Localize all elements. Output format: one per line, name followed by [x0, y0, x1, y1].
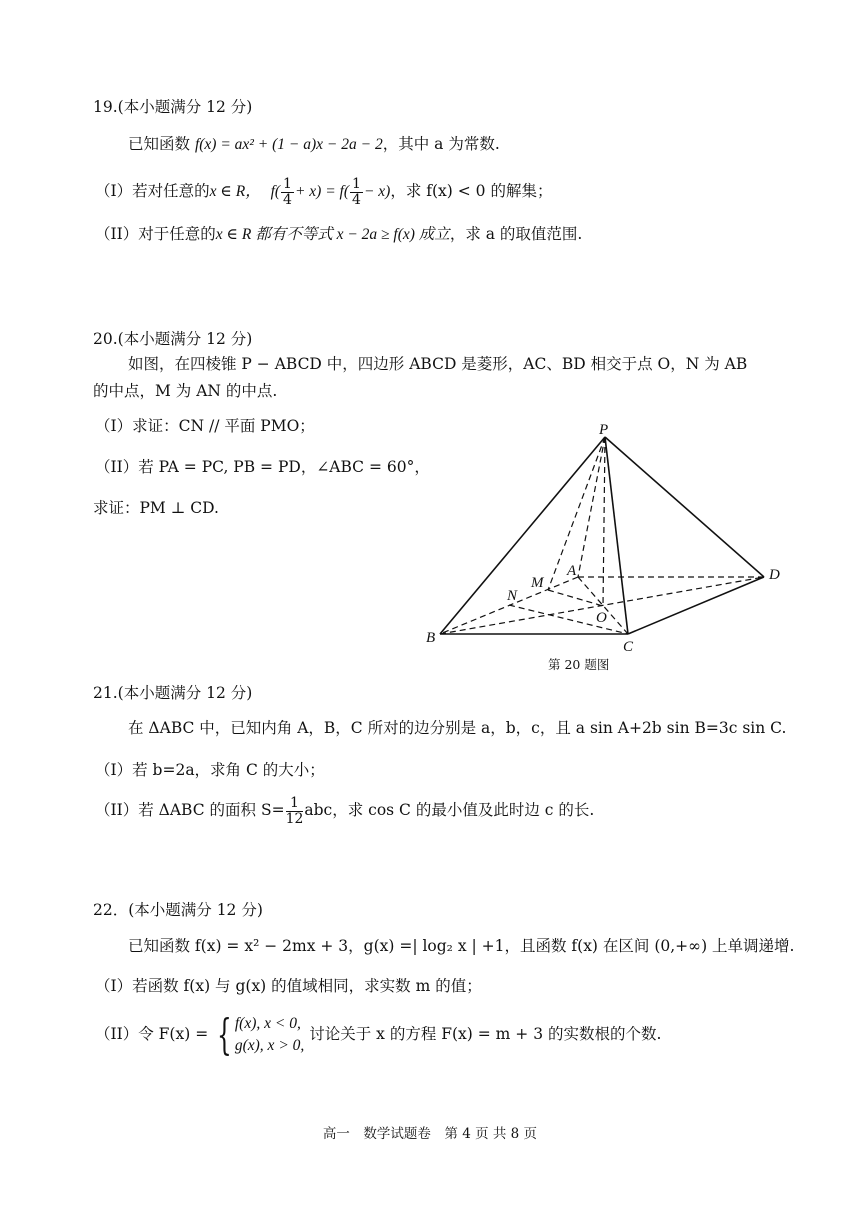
q21-part2-post: abc，求 cos C 的最小值及此时边 c 的长. — [304, 801, 595, 819]
q22-case1: f(x), x < 0, — [234, 1015, 301, 1032]
edge-PM — [548, 437, 605, 590]
q19-part2-prefix: （II）对于任意的 — [95, 225, 216, 243]
q19-statement-post: ，其中 a 为常数. — [382, 135, 500, 153]
q20-intro-1: 如图，在四棱锥 P − ABCD 中，四边形 ABCD 是菱形，AC、BD 相交于点 O，N 为 AB — [128, 355, 748, 373]
q19-part2-formula: x ∈ R 都有不等式 x − 2a ≥ f(x) 成立 — [215, 226, 450, 243]
q22-brace: { — [217, 1010, 232, 1059]
q19-part1-f1: f( — [270, 183, 281, 200]
label-B: B — [426, 630, 436, 646]
q20-part1: （I）求证：CN // 平面 PMO； — [95, 417, 315, 435]
q22-case2: g(x), x > 0, — [234, 1037, 305, 1054]
q19-part2 — [95, 224, 582, 245]
q21-heading: 21.(本小题满分 12 分) — [93, 684, 253, 702]
q21-intro: 在 ΔABC 中，已知内角 A，B，C 所对的边分别是 a，b，c，且 a sin A+2b sin B=3c sin C. — [128, 719, 787, 737]
hidden-edges — [440, 437, 764, 634]
q20-intro-2: 的中点，M 为 AN 的中点. — [93, 382, 278, 400]
pyramid-figure — [420, 420, 800, 680]
label-C: C — [623, 639, 634, 655]
edge-MO — [548, 590, 603, 606]
q19-part1-end: − x) — [363, 183, 391, 200]
q22-intro: 已知函数 f(x) = x² − 2mx + 3，g(x) =| log₂ x | +1，且函数 f(x) 在区间 (0,+∞) 上单调递增. — [128, 937, 795, 955]
edge-NC — [509, 605, 628, 634]
q19-part1-x: x ∈ R， — [209, 183, 261, 200]
q19-part1-mid: + x) = f( — [294, 183, 350, 200]
edge-PA — [578, 437, 605, 577]
label-M: M — [531, 575, 544, 591]
q21-part2 — [95, 795, 594, 827]
label-A: A — [567, 563, 577, 579]
q22-cases — [235, 1013, 304, 1057]
q19-statement-pre: 已知函数 — [128, 135, 195, 153]
q19-part1 — [95, 176, 552, 208]
q22-part1: （I）若函数 f(x) 与 g(x) 的值域相同，求实数 m 的值； — [95, 977, 482, 995]
q19-statement — [128, 134, 500, 155]
q21-area-frac: $\frac{1}{12}$ — [285, 794, 304, 827]
q19-part1-prefix: （I）若对任意的 — [95, 182, 210, 200]
edge-CD — [628, 577, 764, 634]
label-D: D — [769, 567, 780, 583]
label-N: N — [507, 588, 518, 604]
q20-part2: （II）若 PA = PC, PB = PD，∠ABC = 60°， — [95, 458, 430, 476]
edge-PB — [440, 437, 605, 634]
solid-edges — [440, 437, 764, 634]
q21-part1: （I）若 b=2a，求角 C 的大小； — [95, 761, 325, 779]
q19-part1-frac1: $\frac{1}{4}$ — [283, 175, 292, 208]
q20-heading: 20.(本小题满分 12 分) — [93, 330, 253, 348]
figure-caption: 第 20 题图 — [548, 657, 610, 672]
edge-PO — [603, 437, 605, 606]
q19-formula: f(x) = ax² + (1 − a)x − 2a − 2 — [194, 136, 383, 153]
q21-part2-pre: （II）若 ΔABC 的面积 S= — [95, 801, 285, 819]
q20-part2b: 求证：PM ⊥ CD. — [93, 499, 219, 517]
label-O: O — [596, 610, 607, 626]
edge-PD — [605, 437, 764, 577]
q19-part1-post: ，求 f(x) < 0 的解集； — [390, 182, 553, 200]
page-footer: 高一 数学试题卷 第 4 页 共 8 页 — [322, 1126, 538, 1142]
q22-part2 — [95, 1010, 662, 1059]
q19-heading: 19.(本小题满分 12 分) — [93, 98, 253, 116]
q22-part2-pre: （II）令 F(x) = — [95, 1025, 209, 1043]
q19-part2-post: ，求 a 的取值范围. — [449, 225, 583, 243]
label-P: P — [599, 422, 609, 438]
q19-part1-frac2: $\frac{1}{4}$ — [352, 175, 361, 208]
q22-part2-post: 讨论关于 x 的方程 F(x) = m + 3 的实数根的个数. — [309, 1025, 662, 1043]
q22-heading: 22．(本小题满分 12 分) — [93, 901, 263, 919]
